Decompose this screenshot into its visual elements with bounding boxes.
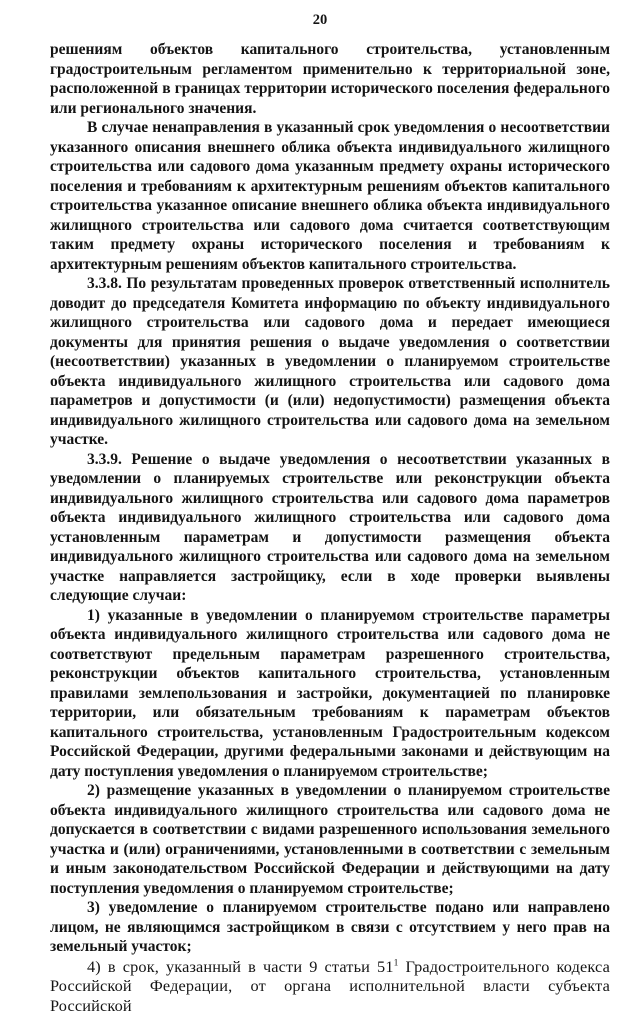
- list-item-3: 3) уведомление о планируемом строительстве подано или направлено лицом, не являющимся застройщиком в связи с отсутствием у него прав на земельный участок;: [50, 898, 610, 957]
- paragraph-3-3-9: 3.3.9. Решение о выдаче уведомления о несоответствии указанных в уведомлении о планируемых строительстве или реконструкции объекта индивидуального жилищного строительства или садового дома параметров объекта индивидуального жилищного строительства или садового дома установленным параметрам и допустимости размещения объекта индивидуального жилищного строительства или садового дома на земельном участке направляется застройщику, если в ходе проверки выявлены следующие случаи:: [50, 450, 610, 606]
- paragraph-notification-default: В случае ненаправления в указанный срок уведомления о несоответствии указанного описания внешнего облика объекта индивидуального жилищного строительства или садового дома указанным предмету охраны исторического поселения и требованиям к архитектурным решениям объектов капитального строительства указанное описание внешнего облика объекта индивидуального жилищного строительства или садового дома считается соответствующим таким предмету охраны исторического поселения и требованиям к архитектурным решениям объектов капитального строительства.: [50, 118, 610, 274]
- list-item-1: 1) указанные в уведомлении о планируемом строительстве параметры объекта индивидуального жилищного строительства или садового дома не соответствуют предельным параметрам разрешенного строительства, реконструкции объектов капитального строительства, установленным правилами землепользования и застройки, документацией по планировке территории, или обязательным требованиям к параметрам объектов капитального строительства, установленным Градостроительным кодексом Российской Федерации, другими федеральными законами и действующим на дату поступления уведомления о планируемом строительстве;: [50, 606, 610, 782]
- page-number: 20: [0, 11, 640, 29]
- document-body: [50, 40, 610, 1015]
- list-item-4-text-start: 4) в срок, указанный в части 9 статьи 51: [87, 957, 394, 976]
- superscript-article-index: 1: [394, 958, 399, 968]
- paragraph-continuation: решениям объектов капитального строительства, установленным градостроительным регламентом применительно к территориальной зоне, расположенной в границах территории исторического поселения федерального или регионального значения.: [50, 40, 610, 118]
- paragraph-3-3-8: 3.3.8. По результатам проведенных проверок ответственный исполнитель доводит до председателя Комитета информацию по объекту индивидуального жилищного строительства или садового дома и передает имеющиеся документы для принятия решения о выдаче уведомления о соответствии (несоответствии) указанных в уведомлении о планируемом строительстве объекта индивидуального жилищного строительства или садового дома параметров и допустимости (и (или) недопустимости) размещения объекта индивидуального жилищного строительства или садового дома на земельном участке.: [50, 274, 610, 450]
- list-item-4: [50, 957, 610, 1015]
- list-item-2: 2) размещение указанных в уведомлении о планируемом строительстве объекта индивидуального жилищного строительства или садового дома не допускается в соответствии с видами разрешенного использования земельного участка и (или) ограничениями, установленными в соответствии с земельным и иным законодательством Российской Федерации и действующими на дату поступления уведомления о планируемом строительстве;: [50, 781, 610, 898]
- list-item-4-text-end: Градостроительного кодекса Российской Федерации, от органа исполнительной власти субъекта Российской: [50, 957, 610, 1015]
